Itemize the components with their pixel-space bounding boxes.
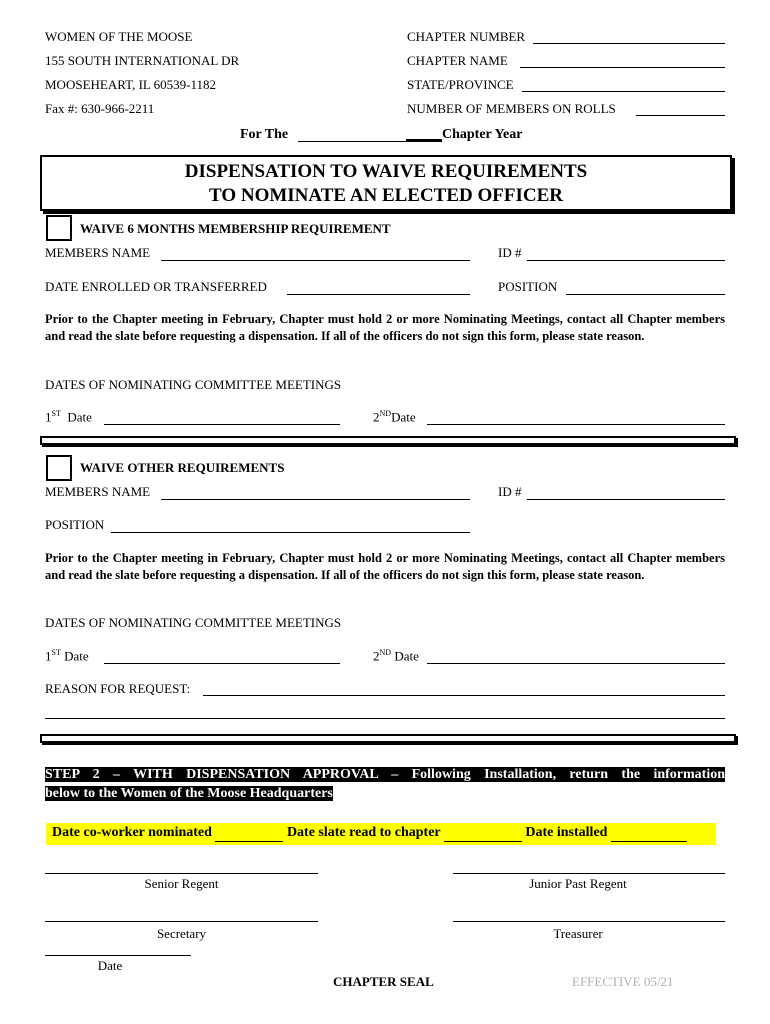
date-installed-field[interactable] (611, 825, 687, 842)
step2-line-2: below to the Women of the Moose Headquarters (45, 786, 333, 801)
reason-field[interactable] (203, 695, 725, 696)
section2-id-label: ID # (498, 484, 522, 499)
section2-members-name-field[interactable] (161, 499, 470, 500)
section1-members-name-field[interactable] (161, 260, 470, 261)
section2-position-label: POSITION (45, 517, 105, 532)
chapter-name-field[interactable] (520, 67, 725, 68)
junior-past-regent-signature-line[interactable] (453, 873, 725, 874)
section-divider-2 (40, 734, 736, 743)
chapter-name-label: CHAPTER NAME (407, 53, 508, 68)
section1-second-date-field[interactable] (427, 424, 725, 425)
section1-id-field[interactable] (527, 260, 725, 261)
section2-dates-label: DATES OF NOMINATING COMMITTEE MEETINGS (45, 615, 342, 630)
section2-first-date-label: 1ST Date (45, 648, 89, 664)
section2-second-date-field[interactable] (427, 663, 725, 664)
reason-field-line-2[interactable] (45, 718, 725, 719)
section-divider-1 (40, 436, 736, 445)
senior-regent-label: Senior Regent (144, 876, 219, 891)
date-nominated-field[interactable] (215, 825, 283, 842)
section1-id-label: ID # (498, 245, 522, 260)
members-on-rolls-label: NUMBER OF MEMBERS ON ROLLS (407, 101, 616, 116)
section2-first-date-field[interactable] (104, 663, 340, 664)
section2-members-name-label: MEMBERS NAME (45, 484, 151, 499)
step2-line-1: STEP 2 – WITH DISPENSATION APPROVAL – Following Installation, return the information (45, 767, 725, 782)
step2-instructions (45, 765, 725, 803)
city-address: MOOSEHEART, IL 60539-1182 (45, 77, 216, 92)
chapter-number-label: CHAPTER NUMBER (407, 29, 526, 44)
org-name: WOMEN OF THE MOOSE (45, 29, 193, 44)
title-line-2: TO NOMINATE AN ELECTED OFFICER (208, 185, 563, 206)
date-nominated-label: Date co-worker nominated (52, 825, 212, 840)
section2-heading: WAIVE OTHER REQUIREMENTS (80, 460, 285, 475)
section1-note: Prior to the Chapter meeting in February, Chapter must hold 2 or more Nominating Meetings, contact all Chapter members and read the slate before requesting a dispensation. If all of the officers do not sign this form, please state reason. (45, 312, 725, 343)
chapter-number-field[interactable] (533, 43, 725, 44)
section1-first-date-label: 1ST Date (45, 409, 92, 425)
reason-label: REASON FOR REQUEST: (45, 681, 191, 696)
treasurer-signature-line[interactable] (453, 921, 725, 922)
date-signature-line[interactable] (45, 955, 191, 956)
secretary-label: Secretary (156, 926, 207, 941)
members-on-rolls-field[interactable] (636, 115, 725, 116)
secretary-signature-line[interactable] (45, 921, 318, 922)
section2-id-field[interactable] (527, 499, 725, 500)
state-province-label: STATE/PROVINCE (407, 77, 514, 92)
junior-past-regent-label: Junior Past Regent (529, 876, 627, 891)
section1-members-name-label: MEMBERS NAME (45, 245, 151, 260)
section2-second-date-label: 2ND Date (373, 648, 419, 664)
date-label: Date (97, 958, 123, 973)
for-the-label: For The (240, 127, 289, 142)
treasurer-label: Treasurer (553, 926, 603, 941)
senior-regent-signature-line[interactable] (45, 873, 318, 874)
title-line-1: DISPENSATION TO WAIVE REQUIREMENTS (184, 161, 588, 182)
section1-dates-label: DATES OF NOMINATING COMMITTEE MEETINGS (45, 377, 342, 392)
section1-second-date-label: 2NDDate (373, 409, 416, 425)
date-slate-label: Date slate read to chapter (286, 825, 441, 840)
effective-date: EFFECTIVE 05/21 (572, 974, 674, 989)
highlight-dates-row (46, 823, 716, 845)
state-province-field[interactable] (522, 91, 725, 92)
chapter-year-underline (406, 139, 442, 142)
chapter-seal-label: CHAPTER SEAL (333, 974, 434, 989)
section1-position-label: POSITION (498, 279, 558, 294)
street-address: 155 SOUTH INTERNATIONAL DR (45, 53, 240, 68)
section2-position-field[interactable] (111, 532, 470, 533)
section1-first-date-field[interactable] (104, 424, 340, 425)
date-enrolled-label: DATE ENROLLED OR TRANSFERRED (45, 279, 267, 294)
title-box (40, 155, 732, 211)
section2-note: Prior to the Chapter meeting in February, Chapter must hold 2 or more Nominating Meetings, contact all Chapter members and read the slate before requesting a dispensation. If all of the officers do not sign this form, please state reason. (45, 551, 725, 582)
chapter-year-field[interactable] (298, 141, 406, 142)
waive-membership-checkbox[interactable] (46, 215, 72, 241)
date-enrolled-field[interactable] (287, 294, 470, 295)
section1-position-field[interactable] (566, 294, 725, 295)
section1-heading: WAIVE 6 MONTHS MEMBERSHIP REQUIREMENT (80, 221, 391, 236)
date-slate-field[interactable] (444, 825, 522, 842)
fax-number: Fax #: 630-966-2211 (45, 101, 155, 116)
waive-other-checkbox[interactable] (46, 455, 72, 481)
date-installed-label: Date installed (525, 825, 608, 840)
chapter-year-label: Chapter Year (442, 127, 523, 142)
